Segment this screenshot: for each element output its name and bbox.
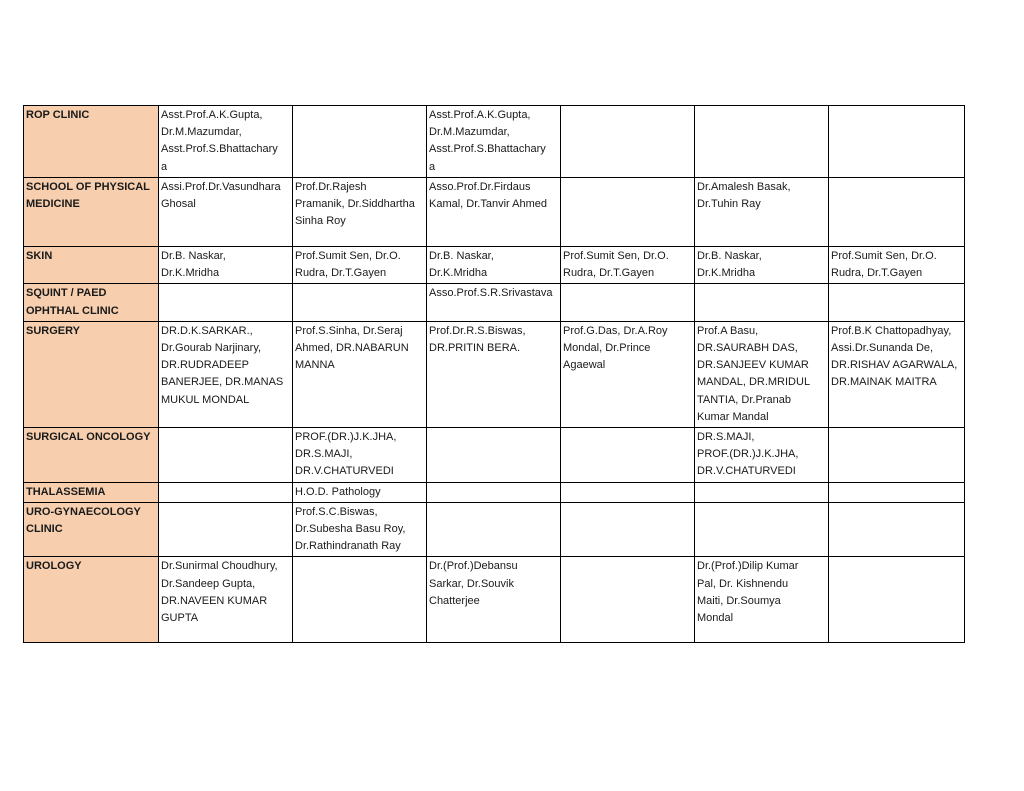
schedule-cell bbox=[695, 482, 829, 502]
doctor-line: Dr.K.Mridha bbox=[697, 267, 756, 280]
doctor-line: Dr.B. Naskar, bbox=[697, 250, 762, 262]
doctor-line: DR.V.CHATURVEDI bbox=[295, 465, 394, 478]
table-row bbox=[24, 321, 965, 427]
doctor-line: Mondal, Dr.Prince bbox=[563, 342, 651, 355]
doctor-line: DR.D.K.SARKAR., bbox=[161, 324, 253, 337]
schedule-cell bbox=[695, 557, 829, 643]
doctor-line: Prof.Sumit Sen, Dr.O. bbox=[831, 250, 937, 262]
schedule-cell bbox=[159, 428, 293, 483]
schedule-cell bbox=[829, 557, 965, 643]
doctor-line: DR.PRITIN BERA. bbox=[429, 342, 521, 355]
schedule-cell bbox=[695, 178, 829, 247]
doctor-line: Prof.Sumit Sen, Dr.O. bbox=[563, 250, 669, 262]
doctor-line: Dr.K.Mridha bbox=[429, 267, 488, 280]
schedule-cell bbox=[561, 482, 695, 502]
table-row bbox=[24, 106, 965, 178]
schedule-cell bbox=[561, 178, 695, 247]
schedule-cell bbox=[561, 247, 695, 284]
doctor-line: Dr.M.Mazumdar, bbox=[161, 126, 242, 139]
schedule-cell bbox=[695, 502, 829, 557]
doctor-line: DR.SAURABH DAS, bbox=[697, 342, 798, 355]
doctor-line: MANNA bbox=[295, 359, 335, 372]
table-row bbox=[24, 428, 965, 483]
doctor-line: DR.S.MAJI, bbox=[295, 448, 353, 461]
table-row bbox=[24, 247, 965, 284]
doctor-line: Prof.G.Das, Dr.A.Roy bbox=[563, 324, 668, 337]
table-row bbox=[24, 178, 965, 247]
schedule-cell bbox=[293, 321, 427, 427]
doctor-line: Dr.Sunirmal Choudhury, bbox=[161, 560, 278, 573]
doctor-line: Agaewal bbox=[563, 359, 606, 372]
doctor-line: Prof.S.Sinha, Dr.Seraj bbox=[295, 324, 403, 337]
department-cell: ROP CLINIC bbox=[24, 106, 159, 178]
doctor-line: a bbox=[161, 160, 168, 173]
doctor-line: Dr.B. Naskar, bbox=[161, 250, 226, 262]
schedule-cell bbox=[293, 482, 427, 502]
doctor-line: Asso.Prof.S.R.Srivastava bbox=[429, 287, 553, 300]
schedule-cell bbox=[695, 247, 829, 284]
doctor-line: Rudra, Dr.T.Gayen bbox=[563, 267, 655, 280]
schedule-cell bbox=[829, 502, 965, 557]
department-cell: URO-GYNAECOLOGY CLINIC bbox=[24, 502, 159, 557]
department-cell: THALASSEMIA bbox=[24, 482, 159, 502]
department-cell: SKIN bbox=[24, 247, 159, 284]
schedule-cell bbox=[561, 502, 695, 557]
doctor-line: Dr.Tuhin Ray bbox=[697, 198, 761, 211]
doctor-line: Asst.Prof.A.K.Gupta, bbox=[161, 109, 263, 121]
schedule-cell bbox=[293, 557, 427, 643]
doctor-line: Dr.Subesha Basu Roy, bbox=[295, 523, 406, 536]
schedule-cell bbox=[829, 482, 965, 502]
schedule-cell bbox=[293, 428, 427, 483]
doctor-line: PROF.(DR.)J.K.JHA, bbox=[697, 448, 799, 461]
doctor-line: Asso.Prof.Dr.Firdaus bbox=[429, 181, 531, 193]
schedule-cell bbox=[427, 247, 561, 284]
schedule-cell bbox=[293, 178, 427, 247]
doctor-line: Prof.Dr.R.S.Biswas, bbox=[429, 324, 526, 337]
doctor-line: BANERJEE, DR.MANAS bbox=[161, 376, 284, 389]
table-row bbox=[24, 482, 965, 502]
doctor-line: Dr.Sandeep Gupta, bbox=[161, 577, 256, 590]
schedule-cell bbox=[427, 557, 561, 643]
doctor-line: Rudra, Dr.T.Gayen bbox=[295, 267, 387, 280]
doctor-line: Prof.B.K Chattopadhyay, bbox=[831, 324, 952, 337]
schedule-cell bbox=[159, 482, 293, 502]
schedule-cell bbox=[293, 284, 427, 321]
schedule-cell bbox=[561, 557, 695, 643]
schedule-cell bbox=[695, 106, 829, 178]
doctor-line: Dr.Amalesh Basak, bbox=[697, 181, 791, 193]
table-body bbox=[24, 106, 965, 643]
doctor-line: H.O.D. Pathology bbox=[295, 485, 381, 498]
schedule-cell bbox=[829, 178, 965, 247]
schedule-cell bbox=[561, 284, 695, 321]
doctor-line: MANDAL, DR.MRIDUL bbox=[697, 376, 811, 389]
doctor-line: Rudra, Dr.T.Gayen bbox=[831, 267, 923, 280]
table-row bbox=[24, 502, 965, 557]
schedule-cell bbox=[293, 247, 427, 284]
schedule-cell bbox=[829, 247, 965, 284]
schedule-cell bbox=[427, 482, 561, 502]
schedule-cell bbox=[561, 428, 695, 483]
doctor-line: TANTIA, Dr.Pranab bbox=[697, 393, 791, 406]
doctor-line: Pramanik, Dr.Siddhartha bbox=[295, 198, 415, 211]
schedule-cell bbox=[159, 284, 293, 321]
doctor-line: Assi.Dr.Sunanda De, bbox=[831, 342, 934, 355]
department-cell: SCHOOL OF PHYSICAL MEDICINE bbox=[24, 178, 159, 247]
doctor-line: Ghosal bbox=[161, 198, 196, 211]
schedule-cell bbox=[159, 106, 293, 178]
schedule-cell bbox=[695, 321, 829, 427]
doctor-line: PROF.(DR.)J.K.JHA, bbox=[295, 431, 397, 444]
schedule-cell bbox=[159, 557, 293, 643]
doctor-line: Dr.M.Mazumdar, bbox=[429, 126, 510, 139]
doctor-line: Mondal bbox=[697, 612, 734, 625]
doctor-line: DR.V.CHATURVEDI bbox=[697, 465, 796, 478]
schedule-cell bbox=[159, 321, 293, 427]
department-cell: SURGERY bbox=[24, 321, 159, 427]
doctor-line: DR.S.MAJI, bbox=[697, 431, 755, 444]
doctor-line: Ahmed, DR.NABARUN bbox=[295, 342, 409, 355]
doctor-line: Dr.(Prof.)Dilip Kumar bbox=[697, 560, 799, 573]
schedule-cell bbox=[561, 321, 695, 427]
doctor-line: Asst.Prof.S.Bhattachary bbox=[429, 143, 546, 156]
doctor-line: Prof.Dr.Rajesh bbox=[295, 181, 367, 193]
doctor-line: Sinha Roy bbox=[295, 215, 346, 228]
doctor-line: Dr.B. Naskar, bbox=[429, 250, 494, 262]
schedule-cell bbox=[427, 428, 561, 483]
doctor-line: Asst.Prof.S.Bhattachary bbox=[161, 143, 278, 156]
schedule-cell bbox=[159, 502, 293, 557]
doctor-line: Asst.Prof.A.K.Gupta, bbox=[429, 109, 531, 121]
doctor-line: Dr.(Prof.)Debansu bbox=[429, 560, 518, 573]
schedule-cell bbox=[695, 428, 829, 483]
doctor-line: Kamal, Dr.Tanvir Ahmed bbox=[429, 198, 547, 211]
department-cell: SURGICAL ONCOLOGY bbox=[24, 428, 159, 483]
schedule-cell bbox=[293, 106, 427, 178]
doctor-line: DR.RISHAV AGARWALA, bbox=[831, 359, 958, 372]
schedule-cell bbox=[159, 178, 293, 247]
doctor-line: DR.SANJEEV KUMAR bbox=[697, 359, 809, 372]
table-row bbox=[24, 557, 965, 643]
doctor-line: Sarkar, Dr.Souvik bbox=[429, 577, 514, 590]
schedule-cell bbox=[159, 247, 293, 284]
department-cell: SQUINT / PAED OPHTHAL CLINIC bbox=[24, 284, 159, 321]
doctor-line: Prof.S.C.Biswas, bbox=[295, 505, 378, 518]
doctor-line: DR.NAVEEN KUMAR bbox=[161, 594, 268, 607]
doctor-line: a bbox=[429, 160, 436, 173]
table-row bbox=[24, 284, 965, 321]
schedule-cell bbox=[427, 284, 561, 321]
doctor-line: Dr.K.Mridha bbox=[161, 267, 220, 280]
doctor-line: GUPTA bbox=[161, 612, 199, 625]
doctor-line: MUKUL MONDAL bbox=[161, 393, 250, 406]
doctor-line: Dr.Rathindranath Ray bbox=[295, 540, 401, 553]
department-cell: UROLOGY bbox=[24, 557, 159, 643]
doctor-line: Maiti, Dr.Soumya bbox=[697, 594, 781, 607]
doctor-line: Dr.Gourab Narjinary, bbox=[161, 342, 262, 355]
doctor-line: Prof.A Basu, bbox=[697, 324, 759, 337]
schedule-cell bbox=[695, 284, 829, 321]
schedule-cell bbox=[293, 502, 427, 557]
schedule-cell bbox=[427, 106, 561, 178]
schedule-cell bbox=[427, 321, 561, 427]
schedule-cell bbox=[427, 178, 561, 247]
doctor-line: Pal, Dr. Kishnendu bbox=[697, 577, 789, 590]
clinic-roster-table bbox=[23, 105, 965, 643]
schedule-cell bbox=[829, 106, 965, 178]
doctor-line: DR.MAINAK MAITRA bbox=[831, 376, 937, 389]
schedule-cell bbox=[561, 106, 695, 178]
schedule-cell bbox=[427, 502, 561, 557]
doctor-line: Kumar Mandal bbox=[697, 410, 769, 423]
doctor-line: DR.RUDRADEEP bbox=[161, 359, 250, 372]
doctor-line: Prof.Sumit Sen, Dr.O. bbox=[295, 250, 401, 262]
schedule-cell bbox=[829, 428, 965, 483]
doctor-line: Assi.Prof.Dr.Vasundhara bbox=[161, 181, 281, 193]
schedule-cell bbox=[829, 284, 965, 321]
doctor-line: Chatterjee bbox=[429, 594, 480, 607]
schedule-cell bbox=[829, 321, 965, 427]
